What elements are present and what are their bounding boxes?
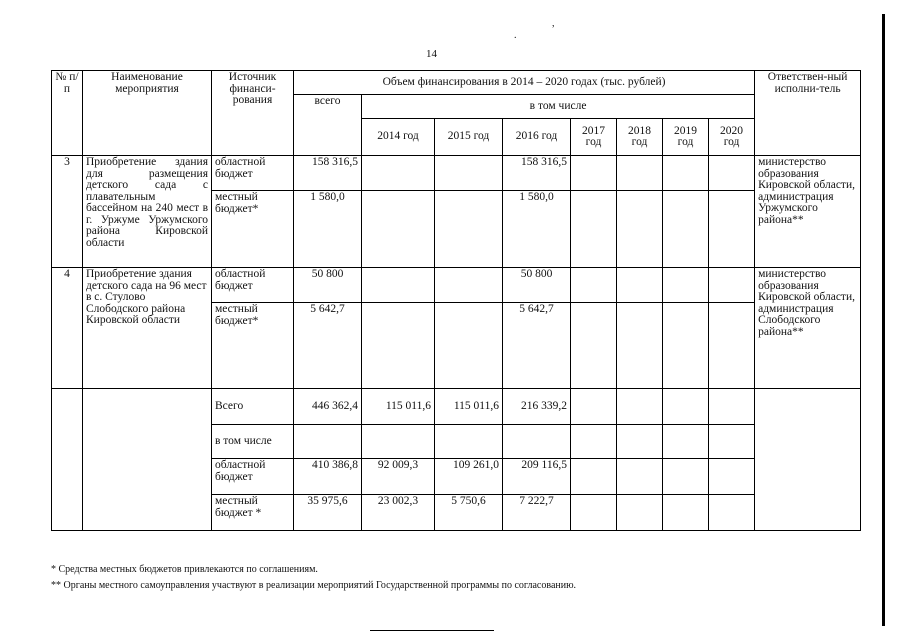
divider — [370, 630, 494, 631]
empty-cell — [571, 389, 617, 425]
empty-cell — [294, 425, 362, 459]
row-2015 — [435, 156, 503, 191]
stray-mark: , — [552, 18, 555, 29]
financing-table — [51, 70, 861, 531]
row-source: областной бюджет — [212, 156, 294, 191]
empty-cell — [503, 425, 571, 459]
totals-2014: 92 009,3 — [362, 459, 435, 495]
row-executor: министерство образования Кировской области, администрация Уржумского района** — [755, 156, 861, 268]
header-volume: Объем финансирования в 2014 – 2020 годах (тыс. рублей) — [294, 71, 755, 95]
empty-cell — [571, 495, 617, 531]
totals-source: Всего — [212, 389, 294, 425]
row-2014 — [362, 191, 435, 268]
row-num: 3 — [52, 156, 83, 268]
table-row — [52, 156, 861, 191]
totals-2014: 115 011,6 — [362, 389, 435, 425]
totals-2015: 109 261,0 — [435, 459, 503, 495]
empty-cell — [617, 191, 663, 268]
row-2016: 50 800 — [503, 268, 571, 303]
row-2014 — [362, 303, 435, 389]
empty-cell — [52, 389, 83, 531]
empty-cell — [571, 156, 617, 191]
header-year: 2019 год — [663, 119, 709, 156]
table-row — [52, 389, 861, 425]
header-year: 2018 год — [617, 119, 663, 156]
header-year: 2017 год — [571, 119, 617, 156]
row-source: местный бюджет* — [212, 191, 294, 268]
empty-cell — [663, 495, 709, 531]
empty-cell — [617, 425, 663, 459]
footnote: ** Органы местного самоуправления участвуют в реализации мероприятий Государственной программы по согласованию. — [51, 580, 577, 591]
row-name: Приобретение здания для размещения детского сада с плавательным бассейном на 240 мест в г. Уржуме Уржумского района Кировской области — [83, 156, 212, 268]
totals-source: местный бюджет * — [212, 495, 294, 531]
totals-total: 35 975,6 — [294, 495, 362, 531]
totals-2015: 5 750,6 — [435, 495, 503, 531]
header-executor: Ответствен-ный исполни-тель — [755, 71, 861, 156]
row-source: областной бюджет — [212, 268, 294, 303]
totals-2015: 115 011,6 — [435, 389, 503, 425]
empty-cell — [709, 268, 755, 303]
empty-cell — [617, 389, 663, 425]
totals-2014: 23 002,3 — [362, 495, 435, 531]
totals-2016: 209 116,5 — [503, 459, 571, 495]
row-total: 50 800 — [294, 268, 362, 303]
table-row — [52, 268, 861, 303]
empty-cell — [663, 268, 709, 303]
empty-cell — [709, 156, 755, 191]
empty-cell — [617, 495, 663, 531]
empty-cell — [617, 303, 663, 389]
empty-cell — [755, 389, 861, 531]
row-total: 5 642,7 — [294, 303, 362, 389]
row-executor: министерство образования Кировской области, администрация Слободского района** — [755, 268, 861, 389]
row-2014 — [362, 156, 435, 191]
header-name: Наименование мероприятия — [83, 71, 212, 156]
header-year: 2015 год — [435, 119, 503, 156]
empty-cell — [709, 303, 755, 389]
header-including: в том числе — [362, 95, 755, 119]
empty-cell — [709, 425, 755, 459]
empty-cell — [663, 389, 709, 425]
empty-cell — [617, 268, 663, 303]
header-num: № п/п — [52, 71, 83, 156]
row-total: 1 580,0 — [294, 191, 362, 268]
empty-cell — [709, 459, 755, 495]
row-2015 — [435, 268, 503, 303]
row-2015 — [435, 303, 503, 389]
row-2015 — [435, 191, 503, 268]
footnote: * Средства местных бюджетов привлекаются по соглашениям. — [51, 564, 318, 575]
header-year: 2014 год — [362, 119, 435, 156]
empty-cell — [362, 425, 435, 459]
empty-cell — [571, 191, 617, 268]
row-source: местный бюджет* — [212, 303, 294, 389]
empty-cell — [663, 191, 709, 268]
empty-cell — [663, 156, 709, 191]
empty-cell — [663, 459, 709, 495]
row-num: 4 — [52, 268, 83, 389]
header-year: 2020 год — [709, 119, 755, 156]
row-2016: 5 642,7 — [503, 303, 571, 389]
row-total: 158 316,5 — [294, 156, 362, 191]
empty-cell — [571, 425, 617, 459]
stray-mark: . — [514, 30, 517, 41]
totals-source: областной бюджет — [212, 459, 294, 495]
totals-total: 446 362,4 — [294, 389, 362, 425]
header-source: Источник финанси-рования — [212, 71, 294, 156]
totals-source: в том числе — [212, 425, 294, 459]
row-2016: 158 316,5 — [503, 156, 571, 191]
scan-edge-bar — [882, 14, 885, 626]
empty-cell — [571, 303, 617, 389]
row-name: Приобретение здания детского сада на 96 мест в с. Стулово Слободского района Кировской области — [83, 268, 212, 389]
totals-2016: 216 339,2 — [503, 389, 571, 425]
empty-cell — [435, 425, 503, 459]
empty-cell — [663, 303, 709, 389]
empty-cell — [663, 425, 709, 459]
empty-cell — [83, 389, 212, 531]
empty-cell — [709, 495, 755, 531]
row-2016: 1 580,0 — [503, 191, 571, 268]
totals-2016: 7 222,7 — [503, 495, 571, 531]
empty-cell — [709, 191, 755, 268]
empty-cell — [617, 459, 663, 495]
header-total: всего — [294, 95, 362, 156]
empty-cell — [571, 459, 617, 495]
row-2014 — [362, 268, 435, 303]
empty-cell — [709, 389, 755, 425]
empty-cell — [617, 156, 663, 191]
empty-cell — [571, 268, 617, 303]
totals-total: 410 386,8 — [294, 459, 362, 495]
header-year: 2016 год — [503, 119, 571, 156]
page-number: 14 — [426, 48, 437, 60]
